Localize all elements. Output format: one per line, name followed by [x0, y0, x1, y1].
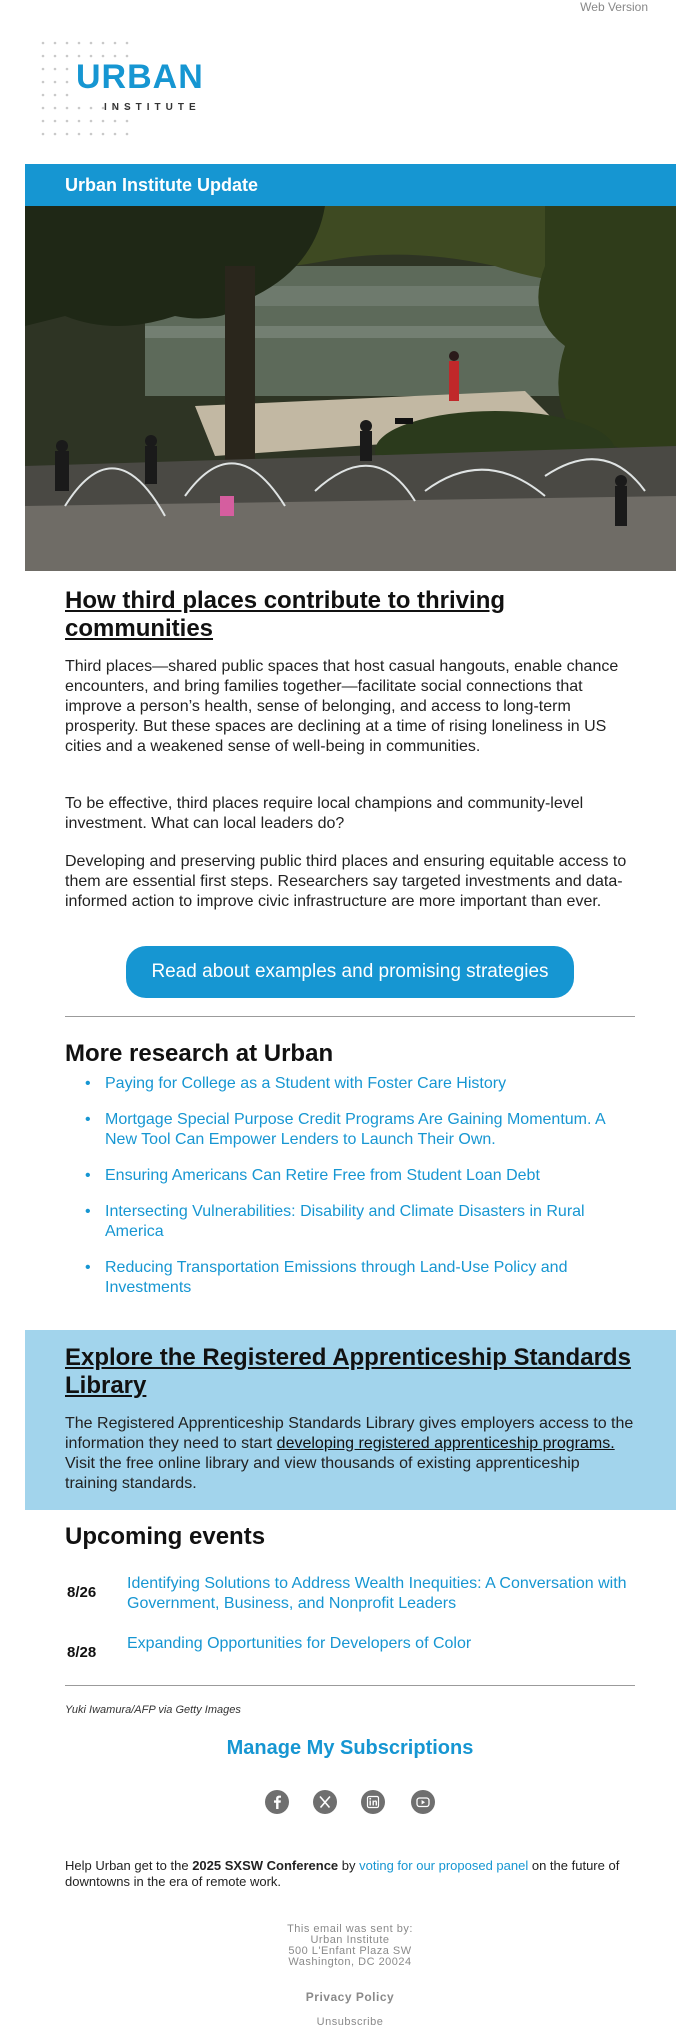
privacy-policy-link[interactable]: Privacy Policy: [305, 1990, 395, 2004]
sender-address: [0, 1924, 700, 1968]
sxsw-note-text-mid: by: [338, 1858, 360, 1873]
upcoming-events-heading: Upcoming events: [65, 1523, 266, 1550]
social-links: [264, 1789, 436, 1815]
bullet-icon: •: [85, 1203, 91, 1220]
logo-wordmark-urban: URBAN: [76, 58, 204, 96]
research-link[interactable]: [65, 1074, 635, 1094]
facebook-icon[interactable]: [264, 1789, 290, 1815]
urban-institute-logo[interactable]: [40, 40, 210, 140]
research-link-label[interactable]: Mortgage Special Purpose Credit Programs Are Gaining Momentum. A New Tool Can Empower Lenders to Launch Their Own.: [105, 1111, 605, 1148]
feature-paragraph-1: Third places—shared public spaces that host casual hangouts, enable chance encounters, and bring families together—facilitate social connections that improve a person’s health, sense of belonging, and access to long-term prosperity. But these spaces are declining at a time of rising loneliness in US cities and a weakened sense of well-being in communities.: [65, 658, 619, 755]
sxsw-note-text: Help Urban get to the: [65, 1858, 193, 1873]
apprenticeship-programs-link[interactable]: developing registered apprenticeship programs.: [276, 1435, 615, 1452]
web-version-link[interactable]: Web Version: [580, 0, 648, 14]
research-link[interactable]: [65, 1110, 635, 1150]
section-divider: [65, 1685, 635, 1686]
research-link-label[interactable]: Paying for College as a Student with Foster Care History: [105, 1075, 507, 1092]
apprenticeship-callout: [25, 1330, 676, 1510]
sent-by-label: This email was sent by:: [287, 1923, 413, 1935]
section-divider: [65, 1016, 635, 1017]
unsubscribe-link[interactable]: Unsubscribe: [316, 2016, 384, 2028]
update-banner: [25, 164, 676, 206]
research-link-label[interactable]: Reducing Transportation Emissions through Land-Use Policy and Investments: [105, 1259, 568, 1296]
sxsw-conference-name: 2025 SXSW Conference: [192, 1858, 339, 1873]
research-link-label[interactable]: Ensuring Americans Can Retire Free from Student Loan Debt: [105, 1167, 540, 1184]
feature-paragraph-2: To be effective, third places require local champions and community-level investment. What can local leaders do?: [65, 795, 584, 832]
research-link[interactable]: [65, 1166, 635, 1186]
sender-org: Urban Institute: [310, 1934, 390, 1946]
more-research-list: [65, 1074, 635, 1314]
apprenticeship-headline-link[interactable]: Explore the Registered Apprenticeship Standards Library: [65, 1344, 631, 1399]
bullet-icon: •: [85, 1111, 91, 1128]
read-strategies-button[interactable]: Read about examples and promising strategies: [126, 946, 574, 998]
sender-city: Washington, DC 20024: [288, 1956, 412, 1968]
x-icon[interactable]: [312, 1789, 338, 1815]
research-link[interactable]: [65, 1202, 635, 1242]
feature-headline-link[interactable]: How third places contribute to thriving communities: [65, 587, 506, 642]
apprenticeship-body: [65, 1414, 635, 1494]
banner-title: Urban Institute Update: [65, 175, 259, 195]
feature-paragraph-3: Developing and preserving public third places and ensuring equitable access to them are essential first steps. Researchers say targeted investments and data-informed action to improve civic infrastructure are more important than ever.: [65, 853, 627, 910]
event-date: 8/28: [67, 1644, 97, 1661]
manage-subscriptions-link[interactable]: Manage My Subscriptions: [226, 1737, 474, 1759]
research-link-label[interactable]: Intersecting Vulnerabilities: Disability and Climate Disasters in Rural America: [105, 1203, 585, 1240]
photo-credit: Yuki Iwamura/AFP via Getty Images: [65, 1704, 241, 1716]
hero-park-fountain-image[interactable]: [25, 206, 676, 571]
bullet-icon: •: [85, 1259, 91, 1276]
sender-street: 500 L'Enfant Plaza SW: [288, 1945, 412, 1957]
research-link[interactable]: [65, 1258, 635, 1298]
linkedin-icon[interactable]: [360, 1789, 386, 1815]
youtube-icon[interactable]: [410, 1789, 436, 1815]
event-link[interactable]: Identifying Solutions to Address Wealth Inequities: A Conversation with Government, Business, and Nonprofit Leaders: [127, 1575, 627, 1612]
apprenticeship-body-text-end: Visit the free online library and view thousands of existing apprenticeship training standards.: [65, 1455, 580, 1492]
sxsw-note-text-end: on the future of downtowns in the era of remote work.: [65, 1858, 620, 1889]
vote-panel-link[interactable]: voting for our proposed panel: [359, 1858, 529, 1873]
apprenticeship-body-text: The Registered Apprenticeship Standards Library gives employers access to the information they need to start: [65, 1415, 634, 1452]
event-date: 8/26: [67, 1584, 97, 1601]
more-research-heading: More research at Urban: [65, 1040, 334, 1067]
event-link[interactable]: Expanding Opportunities for Developers of Color: [127, 1635, 472, 1652]
bullet-icon: •: [85, 1167, 91, 1184]
sxsw-note: [65, 1858, 635, 1890]
bullet-icon: •: [85, 1075, 91, 1092]
logo-wordmark-institute: INSTITUTE: [104, 102, 201, 113]
